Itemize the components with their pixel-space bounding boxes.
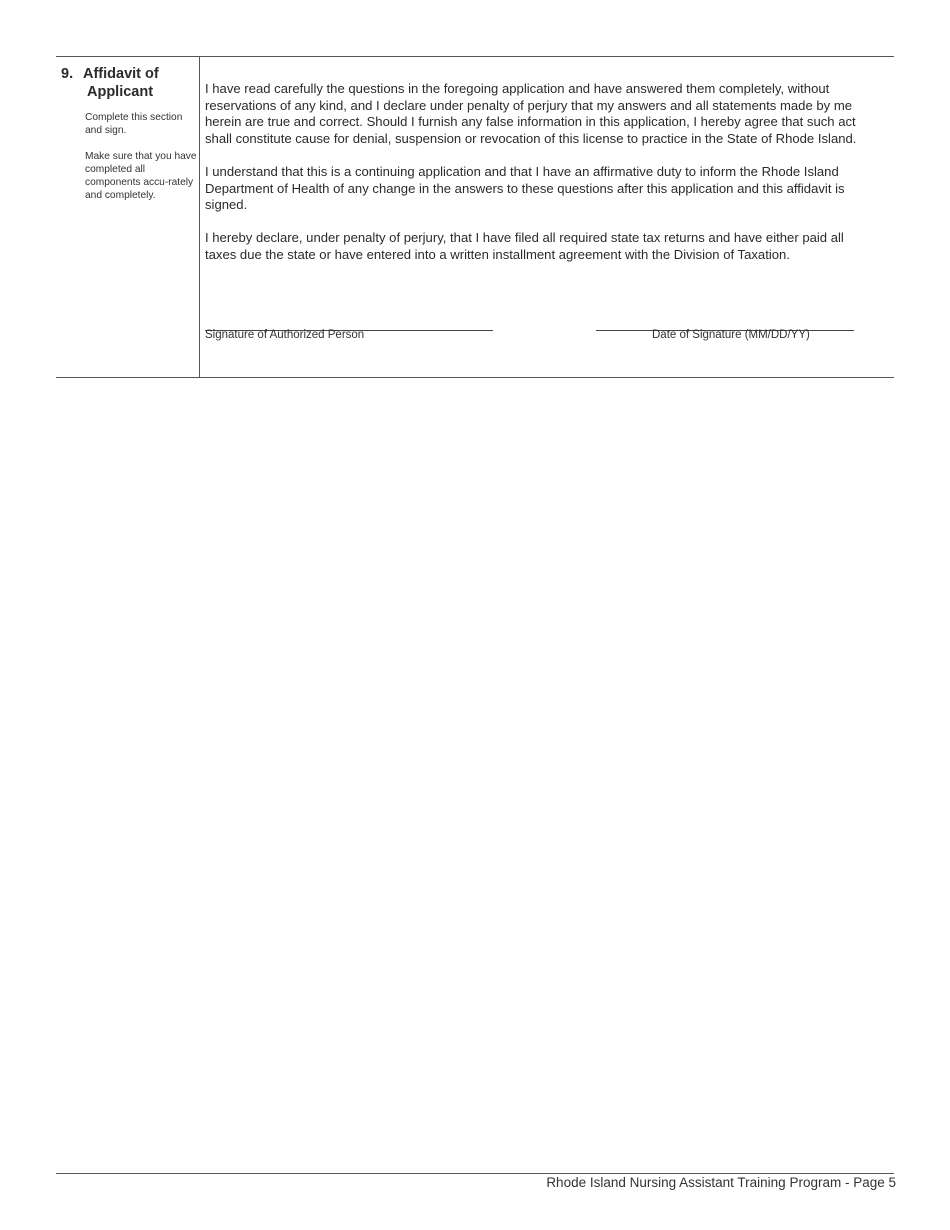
signature-label: Signature of Authorized Person xyxy=(205,329,365,341)
affidavit-section xyxy=(56,56,894,378)
section-title-line2: Applicant xyxy=(87,84,154,100)
column-divider xyxy=(199,57,200,377)
footer-divider xyxy=(56,1173,894,1174)
section-title-line1: Affidavit of xyxy=(83,66,159,82)
section-number: 9. xyxy=(61,66,74,82)
date-of-signature-label: Date of Signature (MM/DD/YY) xyxy=(652,329,810,341)
section-instruction-complete: Complete this section and sign. xyxy=(85,112,183,136)
page-footer: Rhode Island Nursing Assistant Training Program - Page 5 xyxy=(546,1175,896,1190)
section-instruction-verify: Make sure that you have completed all components accu-rately and completely. xyxy=(85,151,197,201)
affidavit-text xyxy=(205,81,873,279)
affidavit-paragraph: I understand that this is a continuing application and that I have an affirmative duty to inform the Rhode Island Department of Health of any change in the answers to these questions after this application and this affidavit is signed. xyxy=(205,163,845,213)
affidavit-paragraph: I hereby declare, under penalty of perjury, that I have filed all required state tax returns and have either paid all taxes due the state or have entered into a written installment agreement with the Division of Taxation. xyxy=(205,229,844,262)
affidavit-paragraph: I have read carefully the questions in the foregoing application and have answered them completely, without reservations of any kind, and I declare under penalty of perjury that my answers and all statements made by me herein are true and correct. Should I furnish any false information in this application, I hereby agree that such act shall constitute cause for denial, suspension or revocation of this license to practice in the State of Rhode Island. xyxy=(205,81,857,147)
